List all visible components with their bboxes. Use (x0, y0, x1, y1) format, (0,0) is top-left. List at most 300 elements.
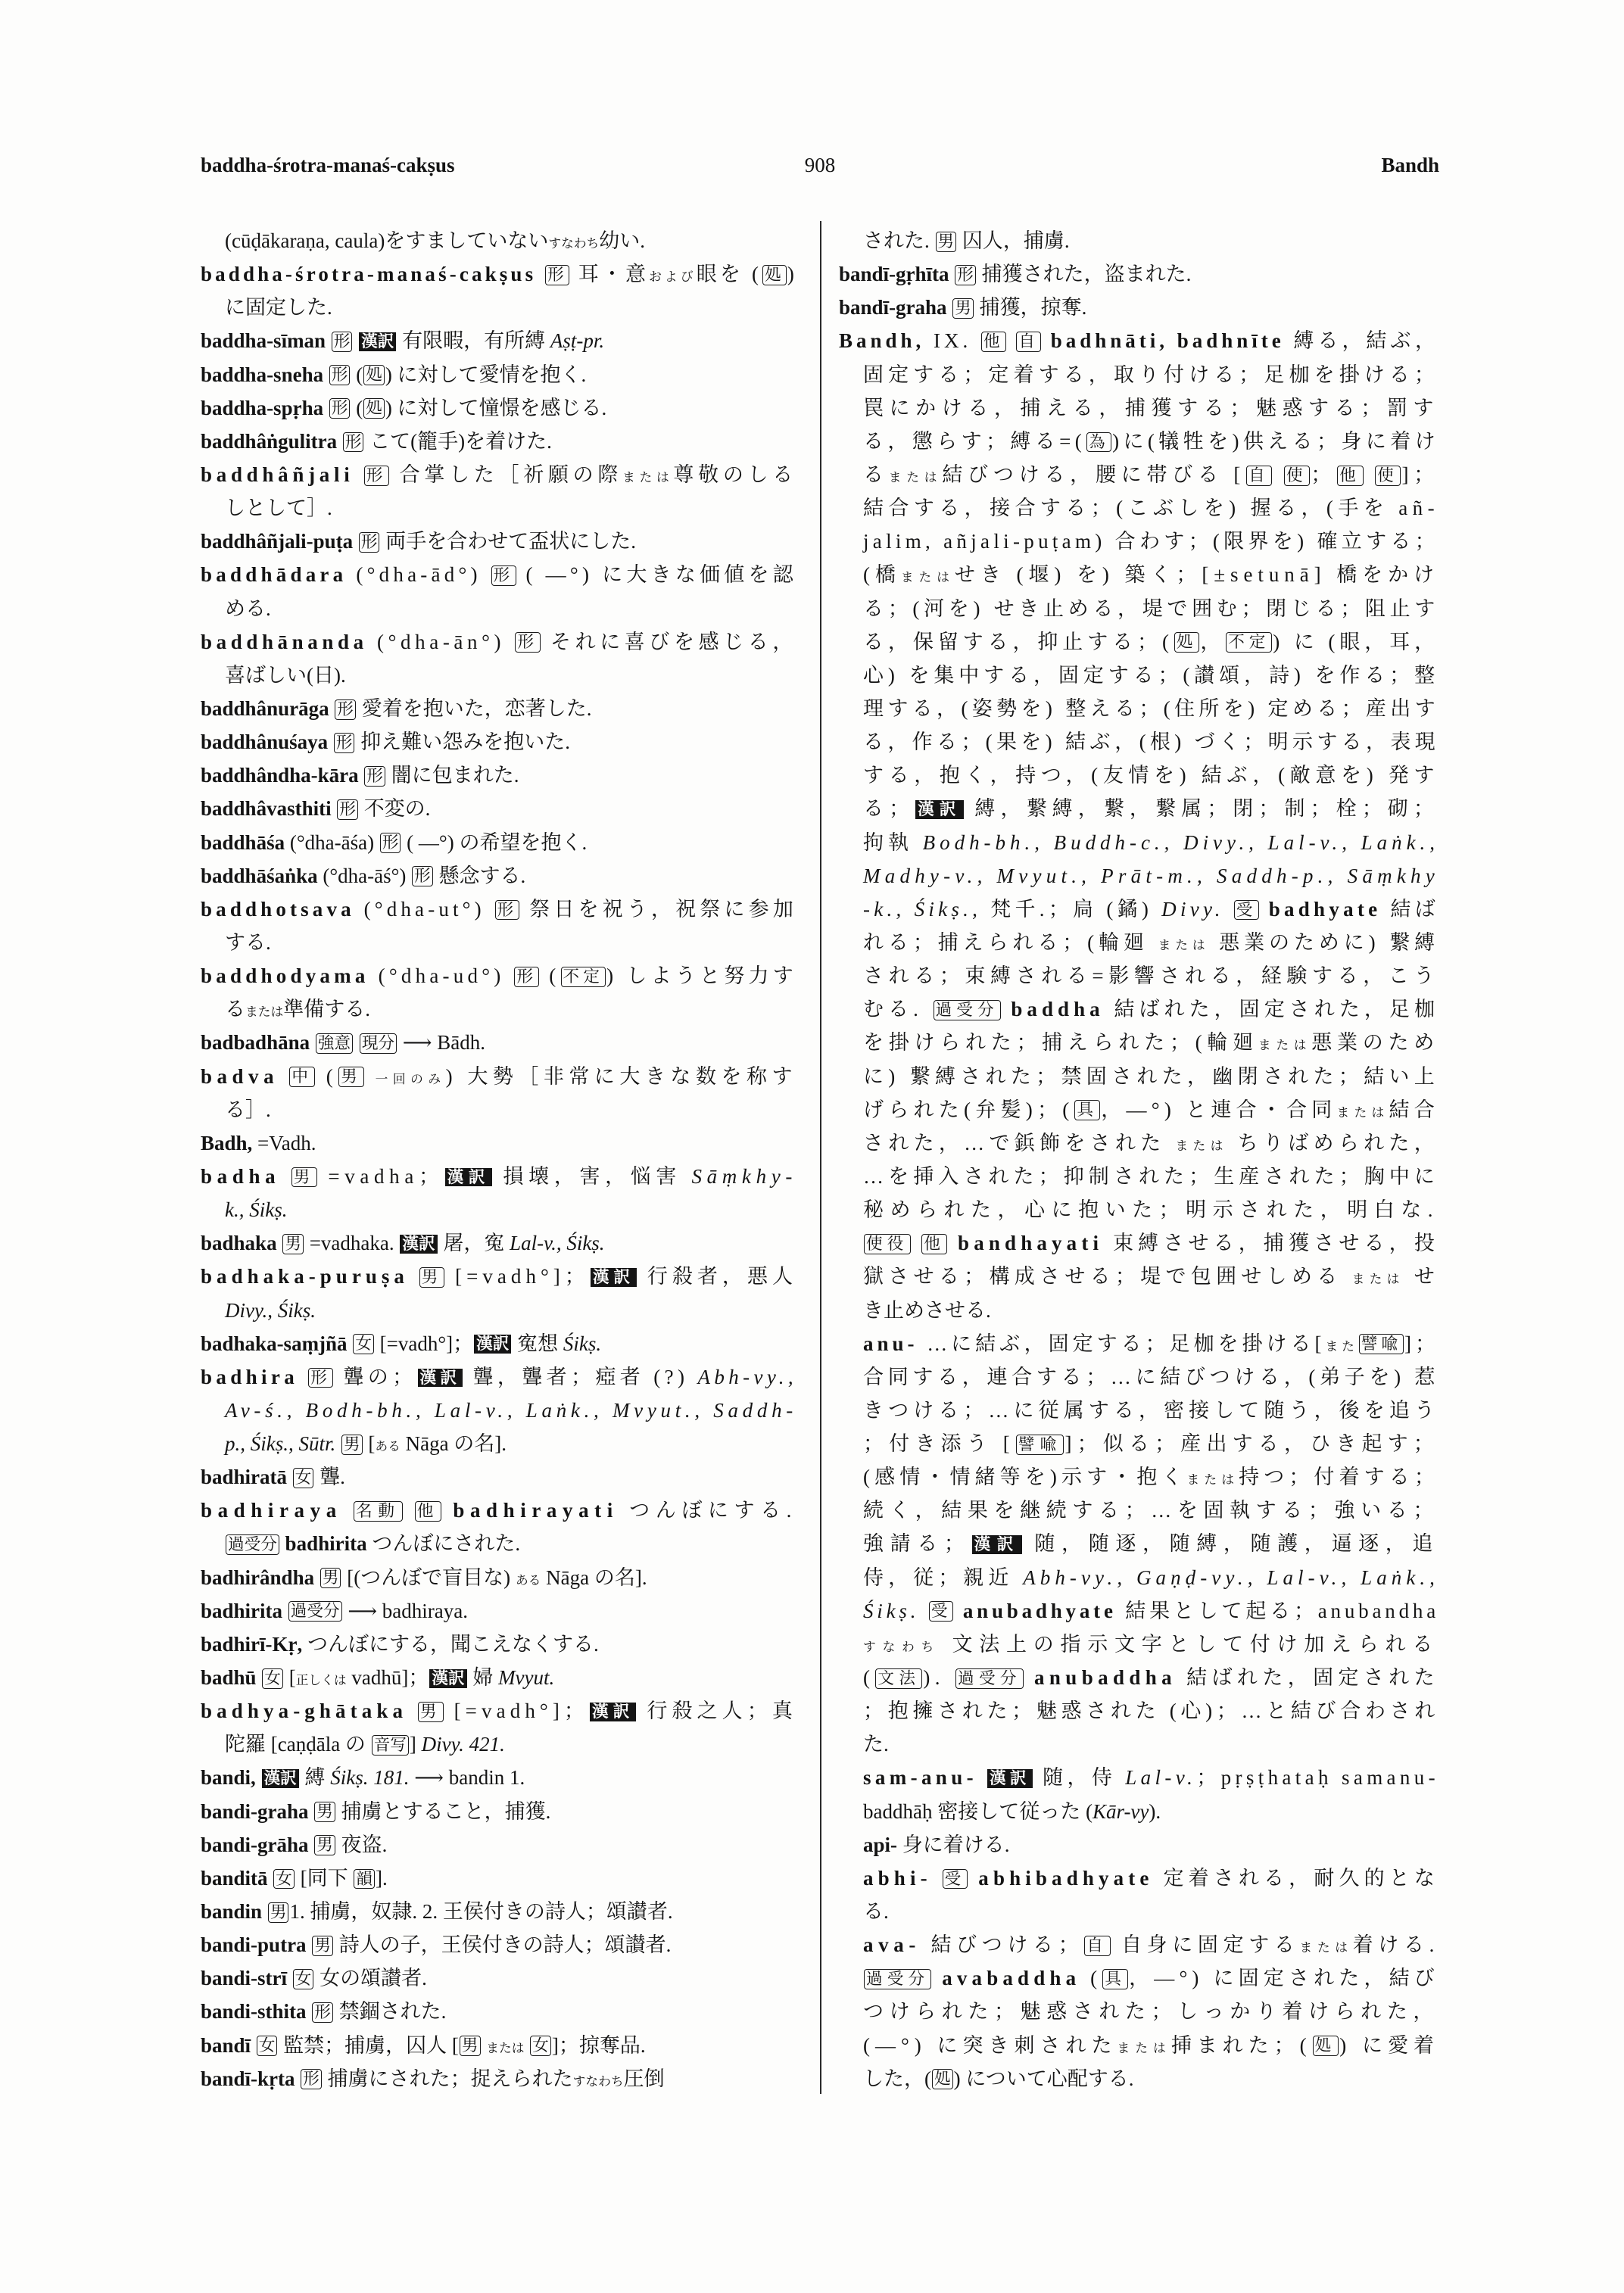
text-run: する，抱く，持つ，(友情を) 結ぶ，(敵意を) 発す (863, 764, 1439, 787)
entry-line (201, 1728, 797, 1761)
line-text (863, 1226, 1439, 1260)
line-text (201, 1026, 485, 1059)
dictionary-entry (201, 725, 797, 759)
dictionary-entry (201, 1260, 797, 1326)
line-text (201, 458, 797, 494)
entry-line (839, 792, 1439, 825)
entry-line (201, 926, 797, 959)
line-text (863, 1193, 1439, 1226)
headword: baddha-sīman (201, 329, 326, 353)
line-text (201, 1494, 797, 1527)
entry-line (839, 224, 1439, 257)
small-note: または (622, 469, 674, 484)
dictionary-entry (201, 1895, 797, 1928)
line-text (225, 659, 346, 692)
line-text (201, 1928, 671, 1961)
line-text (201, 1260, 797, 1293)
entry-line (201, 959, 797, 992)
dictionary-entry (201, 1561, 797, 1594)
text-run: こて(籠手)を着けた. (364, 429, 552, 453)
entry-line (839, 1728, 1439, 1761)
text-run: ) について心配する. (953, 2067, 1134, 2090)
headword: badhirita (285, 1532, 367, 1556)
headword: bandi-sthita (201, 2000, 307, 2024)
dictionary-entry (201, 1460, 797, 1494)
text-run (295, 2067, 301, 2090)
text-run: 結びつける； (921, 1933, 1084, 1957)
source-abbreviation: Śikṣ. (563, 1332, 602, 1355)
line-text (839, 291, 1086, 324)
entry-line (201, 692, 797, 725)
source-abbreviation: Lal-v., Śikṣ. (510, 1232, 605, 1255)
entry-line (201, 1561, 797, 1594)
text-run: ]； (1401, 463, 1439, 486)
text-run (932, 1967, 942, 1989)
text-run: する. (225, 930, 271, 954)
dictionary-entry (201, 1160, 797, 1226)
text-run (403, 1499, 413, 1522)
entry-line (201, 2029, 797, 2062)
column-divider (820, 221, 821, 2094)
text-run: ]；掠奪品. (551, 2033, 646, 2057)
text-run (307, 2000, 312, 2023)
dictionary-entry (201, 759, 797, 792)
headword: bandī (201, 2033, 251, 2057)
entry-line (201, 1862, 797, 1895)
line-text (863, 558, 1439, 594)
grammar-label: 受 (943, 1869, 968, 1890)
text-run: IX. (924, 329, 980, 353)
entry-line (201, 1026, 797, 1059)
text-run: 懸念する. (433, 864, 526, 887)
line-text (863, 458, 1439, 494)
source-abbreviation: Madhy-v., Mvyut., Prāt-m., Saddh-p., Sāṃkhy (863, 864, 1439, 887)
line-text (201, 1561, 647, 1597)
headword: Badh, (201, 1131, 253, 1154)
line-text (863, 659, 1439, 692)
entry-line (201, 1460, 797, 1494)
line-text (201, 893, 797, 926)
grammar-label: 自 (1016, 332, 1041, 352)
text-run: に固定した. (225, 296, 332, 319)
entry-line (201, 1494, 797, 1527)
headword: baddha-sneha (201, 363, 324, 386)
entry-line (201, 257, 797, 291)
text-run: 罠にかける，捕える，捕獲する；魅惑する；罰す (863, 396, 1439, 419)
text-run (365, 1065, 375, 1088)
small-note: または (245, 1005, 284, 1020)
translation-label: 漢訳 (987, 1769, 1033, 1788)
entry-line (201, 1828, 797, 1862)
headword: baddhâñjali-puṭa (201, 530, 354, 553)
headword: baddha-spṛha (201, 396, 324, 419)
grammar-label: 使役 (864, 1234, 910, 1254)
dictionary-entry (201, 1828, 797, 1862)
text-run: 合掌した［祈願の際 (390, 463, 623, 486)
line-text (863, 893, 1439, 926)
dictionary-entry (201, 1694, 797, 1761)
text-run: 詩人の子，王侯付きの詩人；頌讃者. (333, 1933, 672, 1957)
text-run: る； (863, 797, 915, 821)
text-run: ( ―°) の希望を抱く. (401, 830, 588, 854)
text-run (354, 1031, 359, 1054)
grammar-label: 男 (936, 232, 957, 252)
text-run: …に結ぶ，固定する；足枷を掛ける[ (918, 1332, 1326, 1355)
entry-line (839, 1294, 1439, 1327)
text-run: ， (1200, 630, 1226, 653)
line-text (863, 525, 1439, 558)
line-text (225, 1728, 505, 1761)
translation-label: 漢訳 (262, 1769, 299, 1788)
headword: badhirayati (453, 1499, 619, 1522)
text-run: 獄させる；構成させる；堤で包囲せしめる (863, 1265, 1352, 1288)
entry-line (201, 1628, 797, 1661)
grammar-label: 男 (341, 1435, 363, 1455)
line-text (225, 1527, 520, 1560)
line-text (201, 1226, 605, 1260)
grammar-label: 女 (257, 2036, 278, 2056)
grammar-label: 男 (338, 1067, 364, 1087)
text-run: ，―°) と連合・合同 (1101, 1098, 1337, 1121)
text-run: ). (1149, 1799, 1161, 1823)
small-note: すなわち (863, 1639, 940, 1654)
headword: baddhâñjali (201, 463, 354, 486)
dictionary-entry (201, 2062, 797, 2095)
text-run: る (863, 463, 889, 486)
headword: bandi-graha (201, 1799, 309, 1823)
headword: bandi-putra (201, 1933, 307, 1957)
entry-line (201, 1995, 797, 2028)
text-run: 身に着ける. (897, 1833, 1010, 1856)
text-run (310, 1031, 315, 1054)
grammar-label: 過受分 (288, 1601, 342, 1622)
entry-line (839, 1628, 1439, 1661)
text-run: 秘められた，心に抱いた；明示された，明白な. (863, 1198, 1439, 1222)
line-text (863, 391, 1439, 425)
translation-label: 漢訳 (591, 1268, 637, 1287)
line-text (839, 324, 1439, 357)
text-run (298, 1366, 307, 1388)
dictionary-entry (839, 257, 1439, 291)
text-run (282, 1600, 288, 1622)
grammar-label: 男 (314, 1835, 335, 1855)
grammar-label: 女 (262, 1668, 283, 1689)
text-run: つんぼにする，聞こえなくする. (302, 1632, 599, 1656)
text-run: 束縛させる，捕獲させる，投 (1103, 1232, 1439, 1255)
text-run: された. (863, 229, 935, 252)
line-text (201, 391, 606, 425)
text-run: 行殺之人；真 (637, 1699, 797, 1723)
text-run: せ (1404, 1265, 1439, 1288)
headword: abhi- (863, 1866, 932, 1890)
entry-line (839, 725, 1439, 759)
line-text (201, 358, 586, 391)
text-run: ⟶ bandin 1. (409, 1766, 525, 1790)
text-run: )に(犠牲を)供える；身に着け (1112, 429, 1439, 453)
entry-line (839, 558, 1439, 591)
dictionary-entry (201, 1594, 797, 1628)
grammar-label: 形 (514, 967, 539, 987)
headword: api- (863, 1833, 898, 1856)
line-text (201, 1895, 673, 1928)
line-text (863, 1093, 1439, 1129)
text-run: る. (863, 1900, 889, 1924)
text-run (287, 1967, 292, 1989)
text-run: 夜盗. (335, 1833, 388, 1856)
grammar-label: 形 (364, 766, 385, 787)
headword: badhirândha (201, 1566, 315, 1589)
text-run (948, 1232, 958, 1254)
entry-line (201, 1226, 797, 1260)
grammar-label: 形 (364, 466, 389, 486)
headword: badbadhāna (201, 1031, 310, 1055)
line-text (225, 992, 370, 1029)
entry-line (839, 257, 1439, 291)
grammar-label: 男 (314, 1802, 335, 1822)
text-run (1007, 329, 1016, 352)
headword: badhū (201, 1666, 257, 1690)
text-run (309, 1800, 314, 1823)
text-run (256, 1766, 261, 1789)
text-run: vadhū]； (346, 1666, 429, 1690)
entry-line (201, 1327, 797, 1360)
source-abbreviation: Divy. (1161, 897, 1224, 921)
grammar-label: 形 (308, 1368, 333, 1388)
text-run (409, 1265, 419, 1288)
entry-line (201, 826, 797, 859)
line-text (863, 1494, 1439, 1527)
text-run: ) 大勢［非常に大きな数を称す (445, 1064, 797, 1088)
entry-line (839, 1995, 1439, 2028)
headword: badhaka (201, 1232, 277, 1255)
line-text (863, 1026, 1439, 1062)
line-text (225, 291, 332, 324)
dictionary-entry (201, 324, 797, 357)
text-run: ( ―°) に大きな価値を認 (516, 563, 797, 587)
text-run (342, 1499, 353, 1522)
line-text (201, 692, 591, 725)
text-run: 聾，聾者；瘂者 (?) (463, 1365, 698, 1388)
text-run: 理する，(姿勢を) 整える；(住所を) 定める；産出す (863, 696, 1439, 720)
entry-line (201, 458, 797, 491)
entry-line (201, 1661, 797, 1694)
headword: badhira (201, 1365, 299, 1388)
grammar-label: 中 (289, 1067, 315, 1087)
line-text (863, 1126, 1439, 1163)
line-text (201, 859, 525, 893)
entry-line (201, 1160, 797, 1193)
dictionary-entry (201, 1360, 797, 1460)
line-text (863, 926, 1439, 962)
text-run: た. (863, 1733, 889, 1756)
sub-entry (839, 1862, 1439, 1928)
grammar-label: 韻 (354, 1869, 375, 1890)
grammar-label: 使 (1375, 466, 1401, 486)
headword: badhiratā (201, 1466, 288, 1489)
grammar-label: 形 (335, 699, 356, 720)
source-abbreviation: Divy., Śikṣ. (225, 1298, 316, 1322)
line-text (201, 525, 636, 558)
grammar-label: 形 (343, 432, 364, 453)
line-text (201, 2029, 646, 2065)
grammar-label: 男 (320, 1568, 341, 1588)
text-run: 1. 捕虜，奴隷. 2. 王侯付きの詩人；頌讃者. (289, 1900, 673, 1924)
line-text (863, 692, 1439, 725)
text-run: 縛，繋縛，繋，繋属；閉；制；栓；砌； (964, 797, 1439, 821)
grammar-label: 形 (412, 866, 433, 886)
line-text (201, 1862, 388, 1895)
entry-line (839, 458, 1439, 491)
headword: baddhodyama (201, 964, 369, 988)
entry-line (201, 1060, 797, 1093)
grammar-label: 処 (363, 398, 385, 419)
text-run (407, 1699, 417, 1722)
text-run: ；抱擁された；魅惑された (心)；…と結び合わされ (863, 1699, 1439, 1723)
entry-line (201, 725, 797, 759)
entry-line (839, 1160, 1439, 1193)
grammar-label: 形 (337, 799, 358, 820)
text-run: ( (351, 363, 363, 386)
translation-label: 漢訳 (474, 1335, 511, 1354)
text-run (287, 1466, 292, 1488)
small-note: すなわち (548, 236, 600, 251)
source-abbreviation: k., Śikṣ. (225, 1198, 288, 1222)
text-run: ；pṛṣṭhataḥ samanu- (1196, 1766, 1439, 1790)
line-text (863, 625, 1439, 659)
dictionary-entry (201, 1327, 797, 1360)
text-run: 強請る； (863, 1532, 971, 1556)
text-run (947, 296, 952, 319)
text-run (251, 2034, 256, 2057)
small-note: または (888, 469, 943, 484)
line-text (201, 759, 519, 792)
dictionary-entry (201, 1628, 797, 1661)
text-run: =vadha； (317, 1164, 444, 1188)
sub-entry (839, 1828, 1439, 1862)
grammar-label: 男 (282, 1234, 304, 1254)
grammar-label: 男 (418, 1702, 444, 1722)
text-run (968, 1867, 978, 1890)
headword: bandī-graha (839, 296, 947, 319)
entry-line (839, 491, 1439, 525)
line-text (225, 224, 645, 260)
small-note: 正しくは (295, 1673, 347, 1688)
text-run: ；付き添う [ (863, 1432, 1015, 1456)
entry-line (839, 425, 1439, 458)
dictionary-entry (201, 1494, 797, 1560)
text-run (1002, 998, 1011, 1020)
dictionary-entry (201, 959, 797, 1026)
text-run (257, 1666, 262, 1689)
entry-line (201, 358, 797, 391)
dictionary-entry (201, 391, 797, 425)
line-text (863, 1895, 889, 1928)
small-note: または (1336, 1104, 1389, 1120)
line-text (201, 959, 797, 992)
grammar-label: 形 (495, 900, 520, 921)
entry-line (201, 1294, 797, 1327)
grammar-label: 譬喩 (1016, 1435, 1064, 1455)
text-run (949, 263, 955, 285)
text-run: る，作る；(果を) 結ぶ，(根) づく；明示する，表現 (863, 731, 1439, 754)
translation-label: 漢訳 (972, 1535, 1022, 1554)
text-run (932, 1867, 942, 1890)
line-text (201, 826, 587, 859)
headword: anubaddha (1034, 1666, 1177, 1690)
headword: anu- (863, 1332, 918, 1355)
entry-line (839, 391, 1439, 425)
text-run (309, 1833, 314, 1856)
line-text (201, 2062, 665, 2098)
text-run (1273, 463, 1283, 486)
small-note: または (900, 570, 955, 585)
entry-line (839, 1193, 1439, 1226)
translation-label: 漢訳 (418, 1369, 463, 1388)
grammar-label: 形 (301, 2069, 322, 2089)
small-note: または (1117, 2040, 1171, 2055)
grammar-label: 男 (268, 1902, 289, 1923)
entry-line (839, 1527, 1439, 1560)
headword: bandī-gṛhīta (839, 263, 949, 286)
entry-line (839, 893, 1439, 926)
text-run: 固定する；定着する，取り付ける；足枷を掛ける； (863, 363, 1439, 386)
entry-line (839, 1862, 1439, 1895)
entry-line (839, 358, 1439, 391)
small-note: または (486, 2040, 525, 2055)
text-run: る，懲らす；縛る=( (863, 429, 1086, 453)
source-abbreviation: p., Śikṣ., Sūtr. (225, 1432, 336, 1456)
text-run (326, 329, 331, 352)
text-run: ) しようと努力す (606, 964, 797, 988)
dictionary-entry (201, 826, 797, 859)
entry-line (201, 1594, 797, 1628)
entry-line (839, 1961, 1439, 1995)
text-run: る；(河を) せき止める，堤で囲む；閉じる；阻止す (863, 597, 1439, 620)
text-run: ] (409, 1733, 422, 1756)
entry-line (839, 525, 1439, 558)
text-run (359, 764, 364, 787)
text-run: 圧倒 (623, 2067, 665, 2090)
text-run (323, 363, 329, 386)
dictionary-entry (201, 893, 797, 959)
entry-line (201, 391, 797, 425)
text-run: Nāga の名]. (541, 1566, 647, 1589)
line-text (863, 1160, 1439, 1193)
text-run (536, 263, 544, 285)
headword: bandhayati (958, 1232, 1104, 1255)
line-text (201, 1628, 599, 1661)
text-run (442, 1499, 453, 1522)
line-text (225, 1427, 507, 1463)
grammar-label: 音写 (372, 1735, 409, 1756)
headword: badva (201, 1064, 279, 1088)
grammar-label: 処 (932, 2069, 953, 2089)
left-column (201, 224, 797, 2095)
entry-line (839, 1427, 1439, 1460)
entry-line (201, 1093, 797, 1126)
text-run (954, 1600, 963, 1622)
text-run: ]. (376, 1866, 388, 1890)
line-text (201, 257, 797, 294)
text-run: 女の頌讃者. (314, 1967, 427, 1990)
text-run: Nāga の名]. (400, 1432, 507, 1456)
running-header (201, 148, 1439, 182)
headword: bandi-grāha (201, 1833, 309, 1856)
text-run (329, 697, 335, 720)
grammar-label: 男 (419, 1267, 445, 1288)
line-text (201, 1795, 550, 1828)
headword: Bandh, (839, 329, 925, 353)
